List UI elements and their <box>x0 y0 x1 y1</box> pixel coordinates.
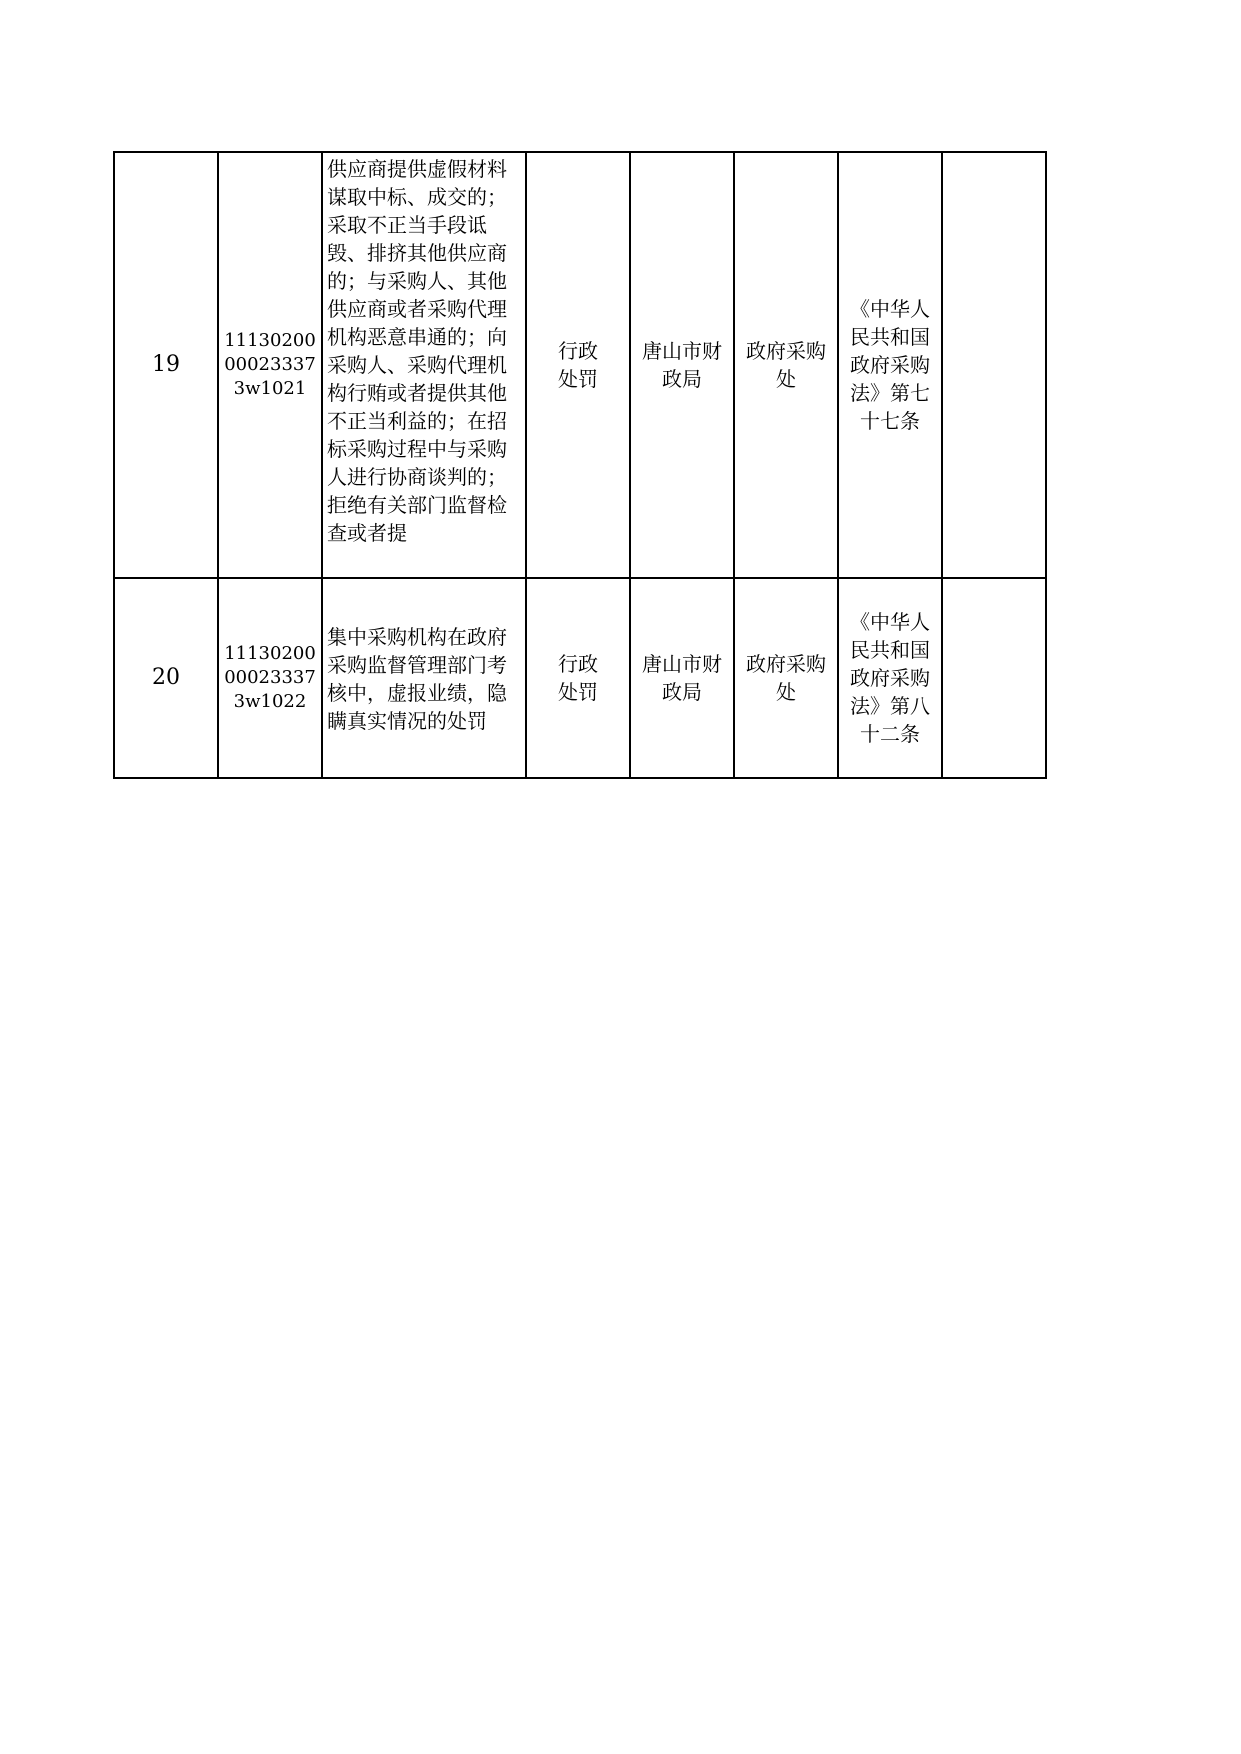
office: 政府采购处 <box>746 652 826 704</box>
item-number: 20 <box>152 665 180 690</box>
department-cell <box>630 152 734 578</box>
power-type-cell <box>526 152 630 578</box>
department: 唐山市财政局 <box>642 339 722 391</box>
legal-basis: 《中华人民共和国政府采购法》第八十二条 <box>850 610 930 746</box>
table-row <box>114 152 1046 578</box>
item-code-line: 00023337 <box>224 354 316 375</box>
department: 唐山市财政局 <box>642 652 722 704</box>
item-name-cell <box>322 578 526 778</box>
office-cell <box>734 578 838 778</box>
legal-basis: 《中华人民共和国政府采购法》第七十七条 <box>850 297 930 433</box>
note-cell <box>942 578 1046 778</box>
item-code-cell <box>218 152 322 578</box>
legal-basis-cell <box>838 152 942 578</box>
office-cell <box>734 152 838 578</box>
item-code-line: 3w1021 <box>233 378 307 399</box>
item-number: 19 <box>152 352 180 377</box>
item-code-line: 11130200 <box>224 643 316 664</box>
table-row <box>114 578 1046 778</box>
item-name-cell <box>322 152 526 578</box>
power-type: 行政处罚 <box>558 652 598 704</box>
item-code-line: 11130200 <box>224 330 316 351</box>
item-number-cell <box>114 578 218 778</box>
power-type: 行政处罚 <box>558 339 598 391</box>
note-cell <box>942 152 1046 578</box>
item-code-line: 00023337 <box>224 667 316 688</box>
office: 政府采购处 <box>746 339 826 391</box>
item-code-line: 3w1022 <box>233 691 307 712</box>
legal-basis-cell <box>838 578 942 778</box>
item-name: 供应商提供虚假材料谋取中标、成交的；采取不正当手段诋毁、排挤其他供应商的；与采购人、其他供应商或者采购代理机构恶意串通的；向采购人、采购代理机构行贿或者提供其他不正当利益的；在招标采购过程中与采购人进行协商谈判的；拒绝有关部门监督检查或者提 <box>327 157 507 545</box>
department-cell <box>630 578 734 778</box>
item-code-cell <box>218 578 322 778</box>
item-name: 集中采购机构在政府采购监督管理部门考核中，虚报业绩，隐瞒真实情况的处罚 <box>327 625 507 733</box>
power-list-table <box>113 151 1047 779</box>
power-type-cell <box>526 578 630 778</box>
item-number-cell <box>114 152 218 578</box>
